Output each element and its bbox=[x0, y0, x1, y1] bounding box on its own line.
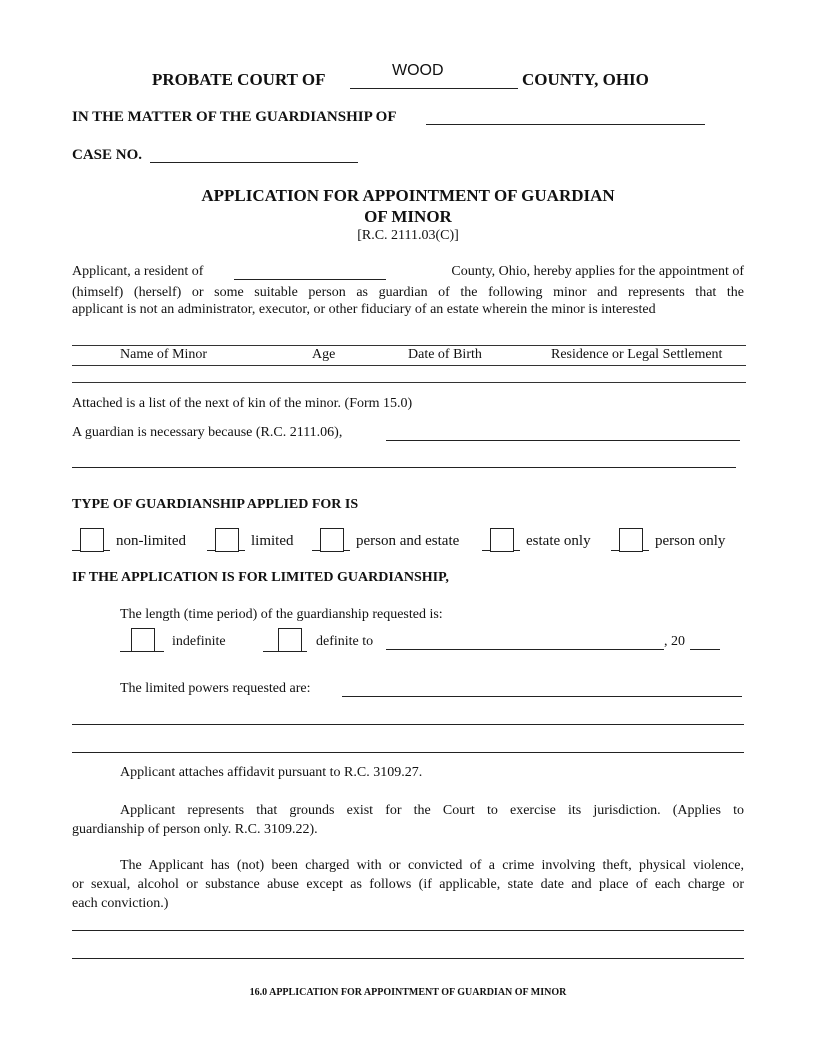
limited-heading: IF THE APPLICATION IS FOR LIMITED GUARDIANSHIP, bbox=[72, 570, 449, 585]
affidavit-statement: Applicant attaches affidavit pursuant to R.C. 3109.27. bbox=[120, 765, 423, 780]
criminal-line3: each conviction.) bbox=[72, 896, 169, 911]
ward-name-field[interactable] bbox=[426, 124, 705, 125]
county-field[interactable] bbox=[350, 88, 518, 89]
form-title-line2: OF MINOR bbox=[364, 207, 452, 226]
checkbox-person-and-estate[interactable] bbox=[320, 528, 344, 552]
necessity-label: A guardian is necessary because (R.C. 2111.06), bbox=[72, 425, 343, 440]
intro-part1: Applicant, a resident of bbox=[72, 264, 204, 279]
option-non-limited: non-limited bbox=[116, 533, 186, 549]
powers-field[interactable] bbox=[342, 696, 742, 697]
checkbox-non-limited[interactable] bbox=[80, 528, 104, 552]
form-citation: [R.C. 2111.03(C)] bbox=[357, 228, 459, 243]
powers-label: The limited powers requested are: bbox=[120, 681, 311, 696]
checkbox-limited[interactable] bbox=[215, 528, 239, 552]
necessity-field-line2[interactable] bbox=[72, 467, 736, 468]
criminal-field-line2[interactable] bbox=[72, 958, 744, 959]
option-definite: definite to bbox=[316, 634, 374, 649]
jurisdiction-line2: guardianship of person only. R.C. 3109.22). bbox=[72, 822, 318, 837]
length-label: The length (time period) of the guardianship requested is: bbox=[120, 607, 443, 622]
criminal-line2: or sexual, alcohol or substance abuse except as follows (if applicable, state date and place of each charge or bbox=[72, 877, 744, 892]
option-person-only: person only bbox=[655, 533, 726, 549]
kin-note: Attached is a list of the next of kin of the minor. (Form 15.0) bbox=[72, 396, 413, 411]
option-limited: limited bbox=[251, 533, 294, 549]
table-top-rule bbox=[72, 345, 746, 346]
matter-label: IN THE MATTER OF THE GUARDIANSHIP OF bbox=[72, 109, 397, 125]
criminal-field-line1[interactable] bbox=[72, 930, 744, 931]
option-estate-only: estate only bbox=[526, 533, 591, 549]
table-row-line[interactable] bbox=[72, 382, 746, 383]
necessity-field[interactable] bbox=[386, 440, 740, 441]
criminal-line1: The Applicant has (not) been charged with or convicted of a crime involving theft, physical violence, bbox=[120, 858, 744, 873]
court-suffix: COUNTY, OHIO bbox=[522, 70, 649, 89]
checkbox-indefinite[interactable] bbox=[131, 628, 155, 652]
type-heading: TYPE OF GUARDIANSHIP APPLIED FOR IS bbox=[72, 497, 359, 512]
definite-date-field[interactable] bbox=[386, 649, 664, 650]
intro-part2: County, Ohio, hereby applies for the appointment of bbox=[451, 264, 744, 279]
checkbox-estate-only[interactable] bbox=[490, 528, 514, 552]
court-prefix: PROBATE COURT OF bbox=[152, 70, 326, 89]
resident-county-field[interactable] bbox=[234, 279, 386, 280]
checkbox-definite[interactable] bbox=[278, 628, 302, 652]
county-value[interactable]: WOOD bbox=[392, 62, 444, 79]
column-date-of-birth: Date of Birth bbox=[408, 347, 482, 362]
year-field[interactable] bbox=[690, 649, 720, 650]
case-label: CASE NO. bbox=[72, 147, 143, 163]
checkbox-person-only[interactable] bbox=[619, 528, 643, 552]
form-title-line1: APPLICATION FOR APPOINTMENT OF GUARDIAN bbox=[201, 186, 615, 205]
table-header-rule bbox=[72, 365, 746, 366]
powers-field-line2[interactable] bbox=[72, 724, 744, 725]
powers-field-line3[interactable] bbox=[72, 752, 744, 753]
intro-line3: applicant is not an administrator, executor, or other fiduciary of an estate wherein the minor is interested bbox=[72, 302, 656, 317]
jurisdiction-line1: Applicant represents that grounds exist for the Court to exercise its jurisdiction. (Applies to bbox=[120, 803, 744, 818]
column-name-of-minor: Name of Minor bbox=[120, 347, 208, 362]
year-prefix: , 20 bbox=[664, 634, 685, 649]
form-footer: 16.0 APPLICATION FOR APPOINTMENT OF GUARDIAN OF MINOR bbox=[249, 987, 567, 998]
column-residence: Residence or Legal Settlement bbox=[551, 347, 723, 362]
option-indefinite: indefinite bbox=[172, 634, 226, 649]
column-age: Age bbox=[312, 347, 336, 362]
case-number-field[interactable] bbox=[150, 162, 358, 163]
option-person-and-estate: person and estate bbox=[356, 533, 460, 549]
intro-line2: (himself) (herself) or some suitable person as guardian of the following minor and represents that the bbox=[72, 285, 744, 300]
